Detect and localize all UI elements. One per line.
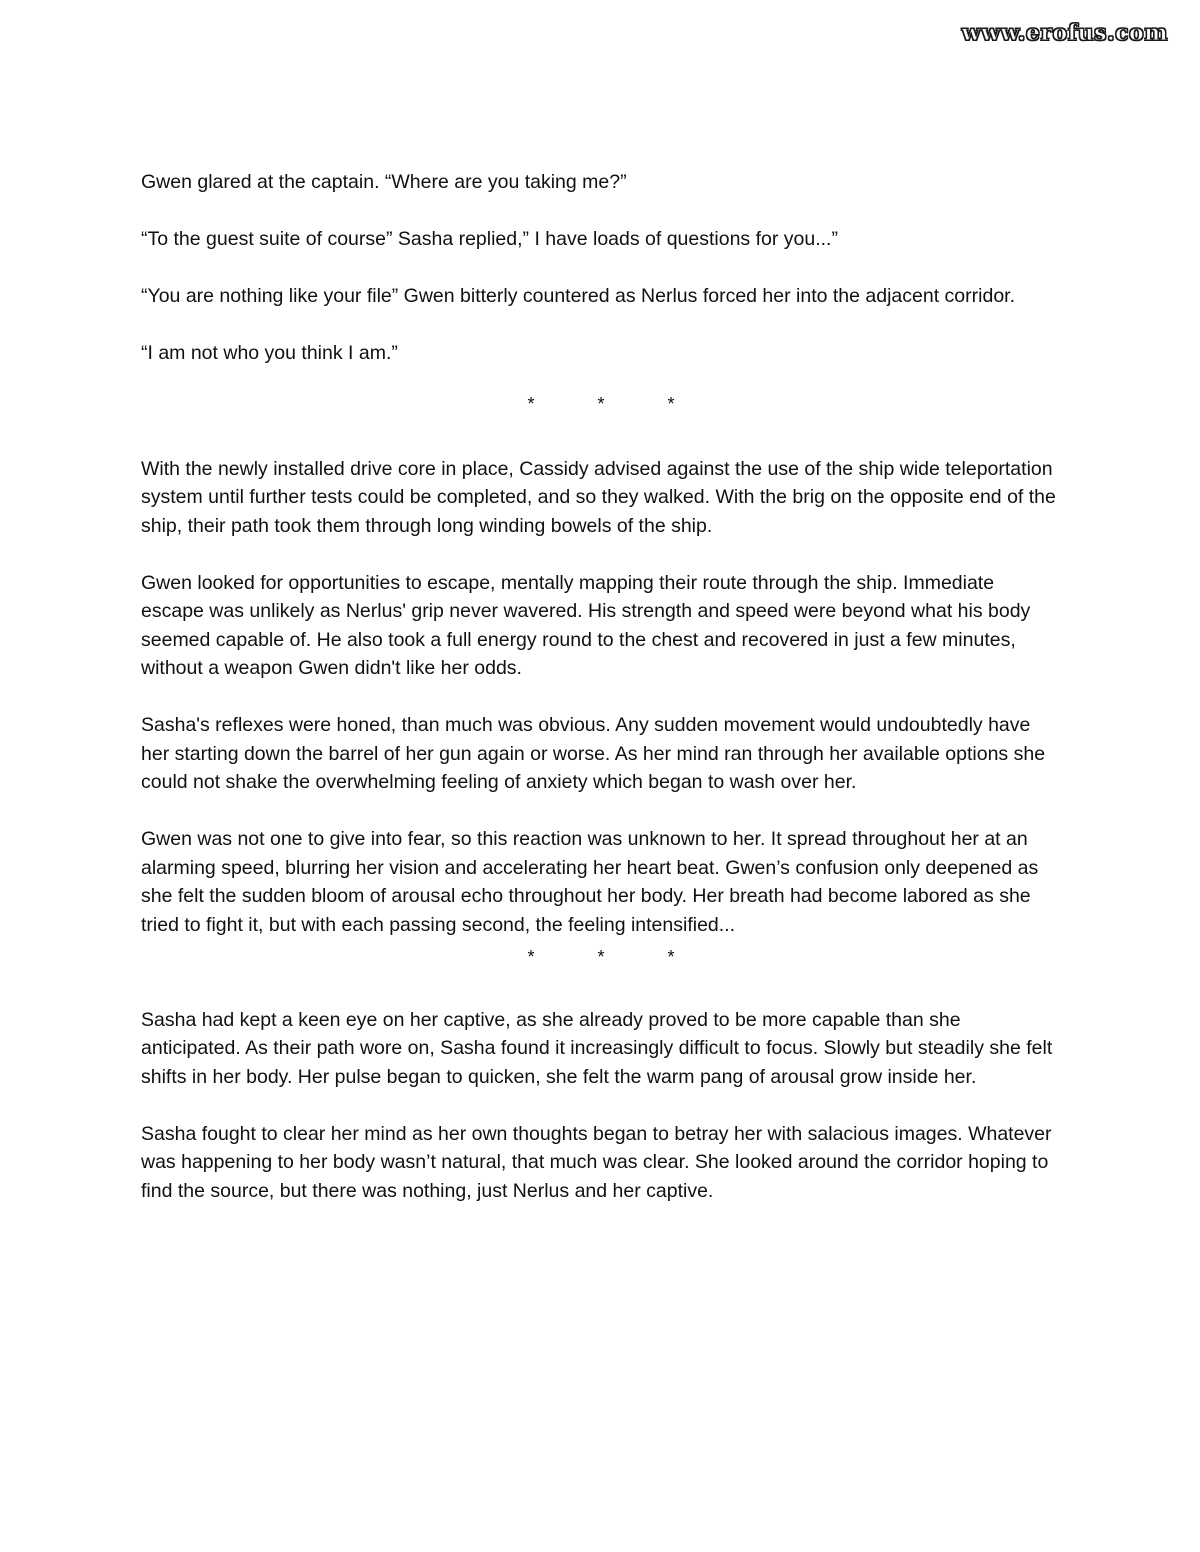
- paragraph: “You are nothing like your file” Gwen bitterly countered as Nerlus forced her into the adjacent corridor.: [141, 285, 1015, 307]
- paragraph: Sasha's reflexes were honed, than much was obvious. Any sudden movement would undoubtedly have her starting down the barrel of her gun again or worse. As her mind ran through her available options she could not shake the overwhelming feeling of anxiety which began to wash over her.: [141, 714, 1046, 793]
- scene-break-asterisk: *: [527, 947, 535, 967]
- paragraph: Gwen looked for opportunities to escape, mentally mapping their route through the ship. Immediate escape was unlikely as Nerlus' grip never wavered. His strength and speed were beyond what his body seemed capable of. He also took a full energy round to the chest and recovered in just a few minutes, without a weapon Gwen didn't like her odds.: [141, 571, 1031, 679]
- paragraph: Gwen was not one to give into fear, so this reaction was unknown to her. It spread throughout her at an alarming speed, blurring her vision and accelerating her heart beat. Gwen’s confusion only deepened as she felt the sudden bloom of arousal echo throughout her body. Her breath had become labored as she tried to fight it, but with each passing second, the feeling intensified...: [141, 828, 1039, 936]
- paragraph: Gwen glared at the captain. “Where are you taking me?”: [141, 171, 627, 193]
- site-watermark: www.erofus.com: [961, 20, 1168, 46]
- document-body: [141, 168, 1061, 1234]
- paragraph: Sasha had kept a keen eye on her captive, as she already proved to be more capable than she anticipated. As their path wore on, Sasha found it increasingly difficult to focus. Slowly but steadily she felt shifts in her body. Her pulse began to quicken, she felt the warm pang of arousal grow inside her.: [141, 1008, 1053, 1088]
- scene-break: [141, 943, 1061, 972]
- scene-break-asterisk: *: [667, 394, 675, 414]
- scene-break-asterisk: *: [667, 947, 675, 967]
- paragraph: With the newly installed drive core in place, Cassidy advised against the use of the ship wide teleportation system until further tests could be completed, and so they walked. With the brig on the opposite end of the ship, their path took them through long winding bowels of the ship.: [141, 457, 1056, 537]
- scene-break-asterisk: *: [597, 394, 605, 414]
- scene-break-asterisk: *: [527, 394, 535, 414]
- paragraph: “I am not who you think I am.”: [141, 342, 398, 364]
- paragraph: “To the guest suite of course” Sasha replied,” I have loads of questions for you...”: [141, 228, 838, 250]
- scene-break-asterisk: *: [597, 947, 605, 967]
- paragraph: Sasha fought to clear her mind as her own thoughts began to betray her with salacious images. Whatever was happening to her body wasn’t natural, that much was clear. She looked around the corridor hoping to find the source, but there was nothing, just Nerlus and her captive.: [141, 1122, 1052, 1202]
- scene-break: [141, 390, 1061, 419]
